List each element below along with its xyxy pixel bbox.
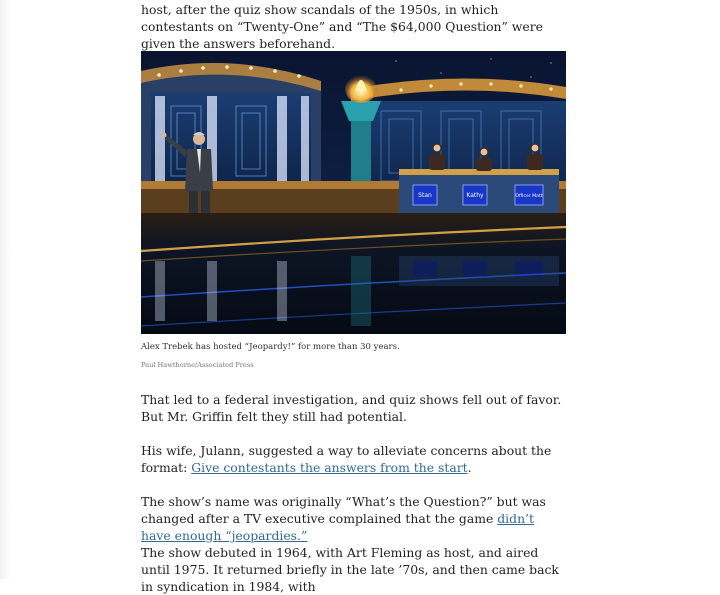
paragraph-text: The show’s name was originally “What’s the Question?” but was changed after a TV executive complained that the game [141,494,546,526]
jeopardy-set-image [141,51,566,334]
give-contestants-answers-link[interactable]: Give contestants the answers from the start [191,460,468,475]
article-paragraph: That led to a federal investigation, and quiz shows fell out of favor. But Mr. Griffin felt they still had potential. [141,392,562,424]
photo-caption: Alex Trebek has hosted “Jeopardy!” for more than 30 years. [141,342,400,352]
nameplate-2: Kathy [466,192,484,199]
article-paragraph [141,493,566,544]
article-paragraph: The show debuted in 1964, with Art Fleming as host, and aired until 1975. It returned briefly in the late ’70s, and then came back in syndication in 1984, with [141,545,559,594]
page-edge-shadow [0,0,10,579]
nameplate-1: Stan [418,192,432,199]
photo-credit: Paul Hawthorne/Associated Press [141,361,254,369]
article-photo [141,51,566,334]
paragraph-text: . [467,460,472,475]
paragraph-text: His wife, Julann, suggested a way to alleviate concerns about the format: [141,443,552,475]
nameplate-3: Officer Matt [515,194,543,199]
photo-frame [141,51,566,334]
jeopardies-link[interactable]: didn’t have enough “jeopardies.” [141,511,534,543]
article-paragraph [141,442,566,476]
article-paragraph: host, after the quiz show scandals of the 1950s, in which contestants on “Twenty-One” and “The $64,000 Question” were given the answers beforehand. [141,2,543,51]
